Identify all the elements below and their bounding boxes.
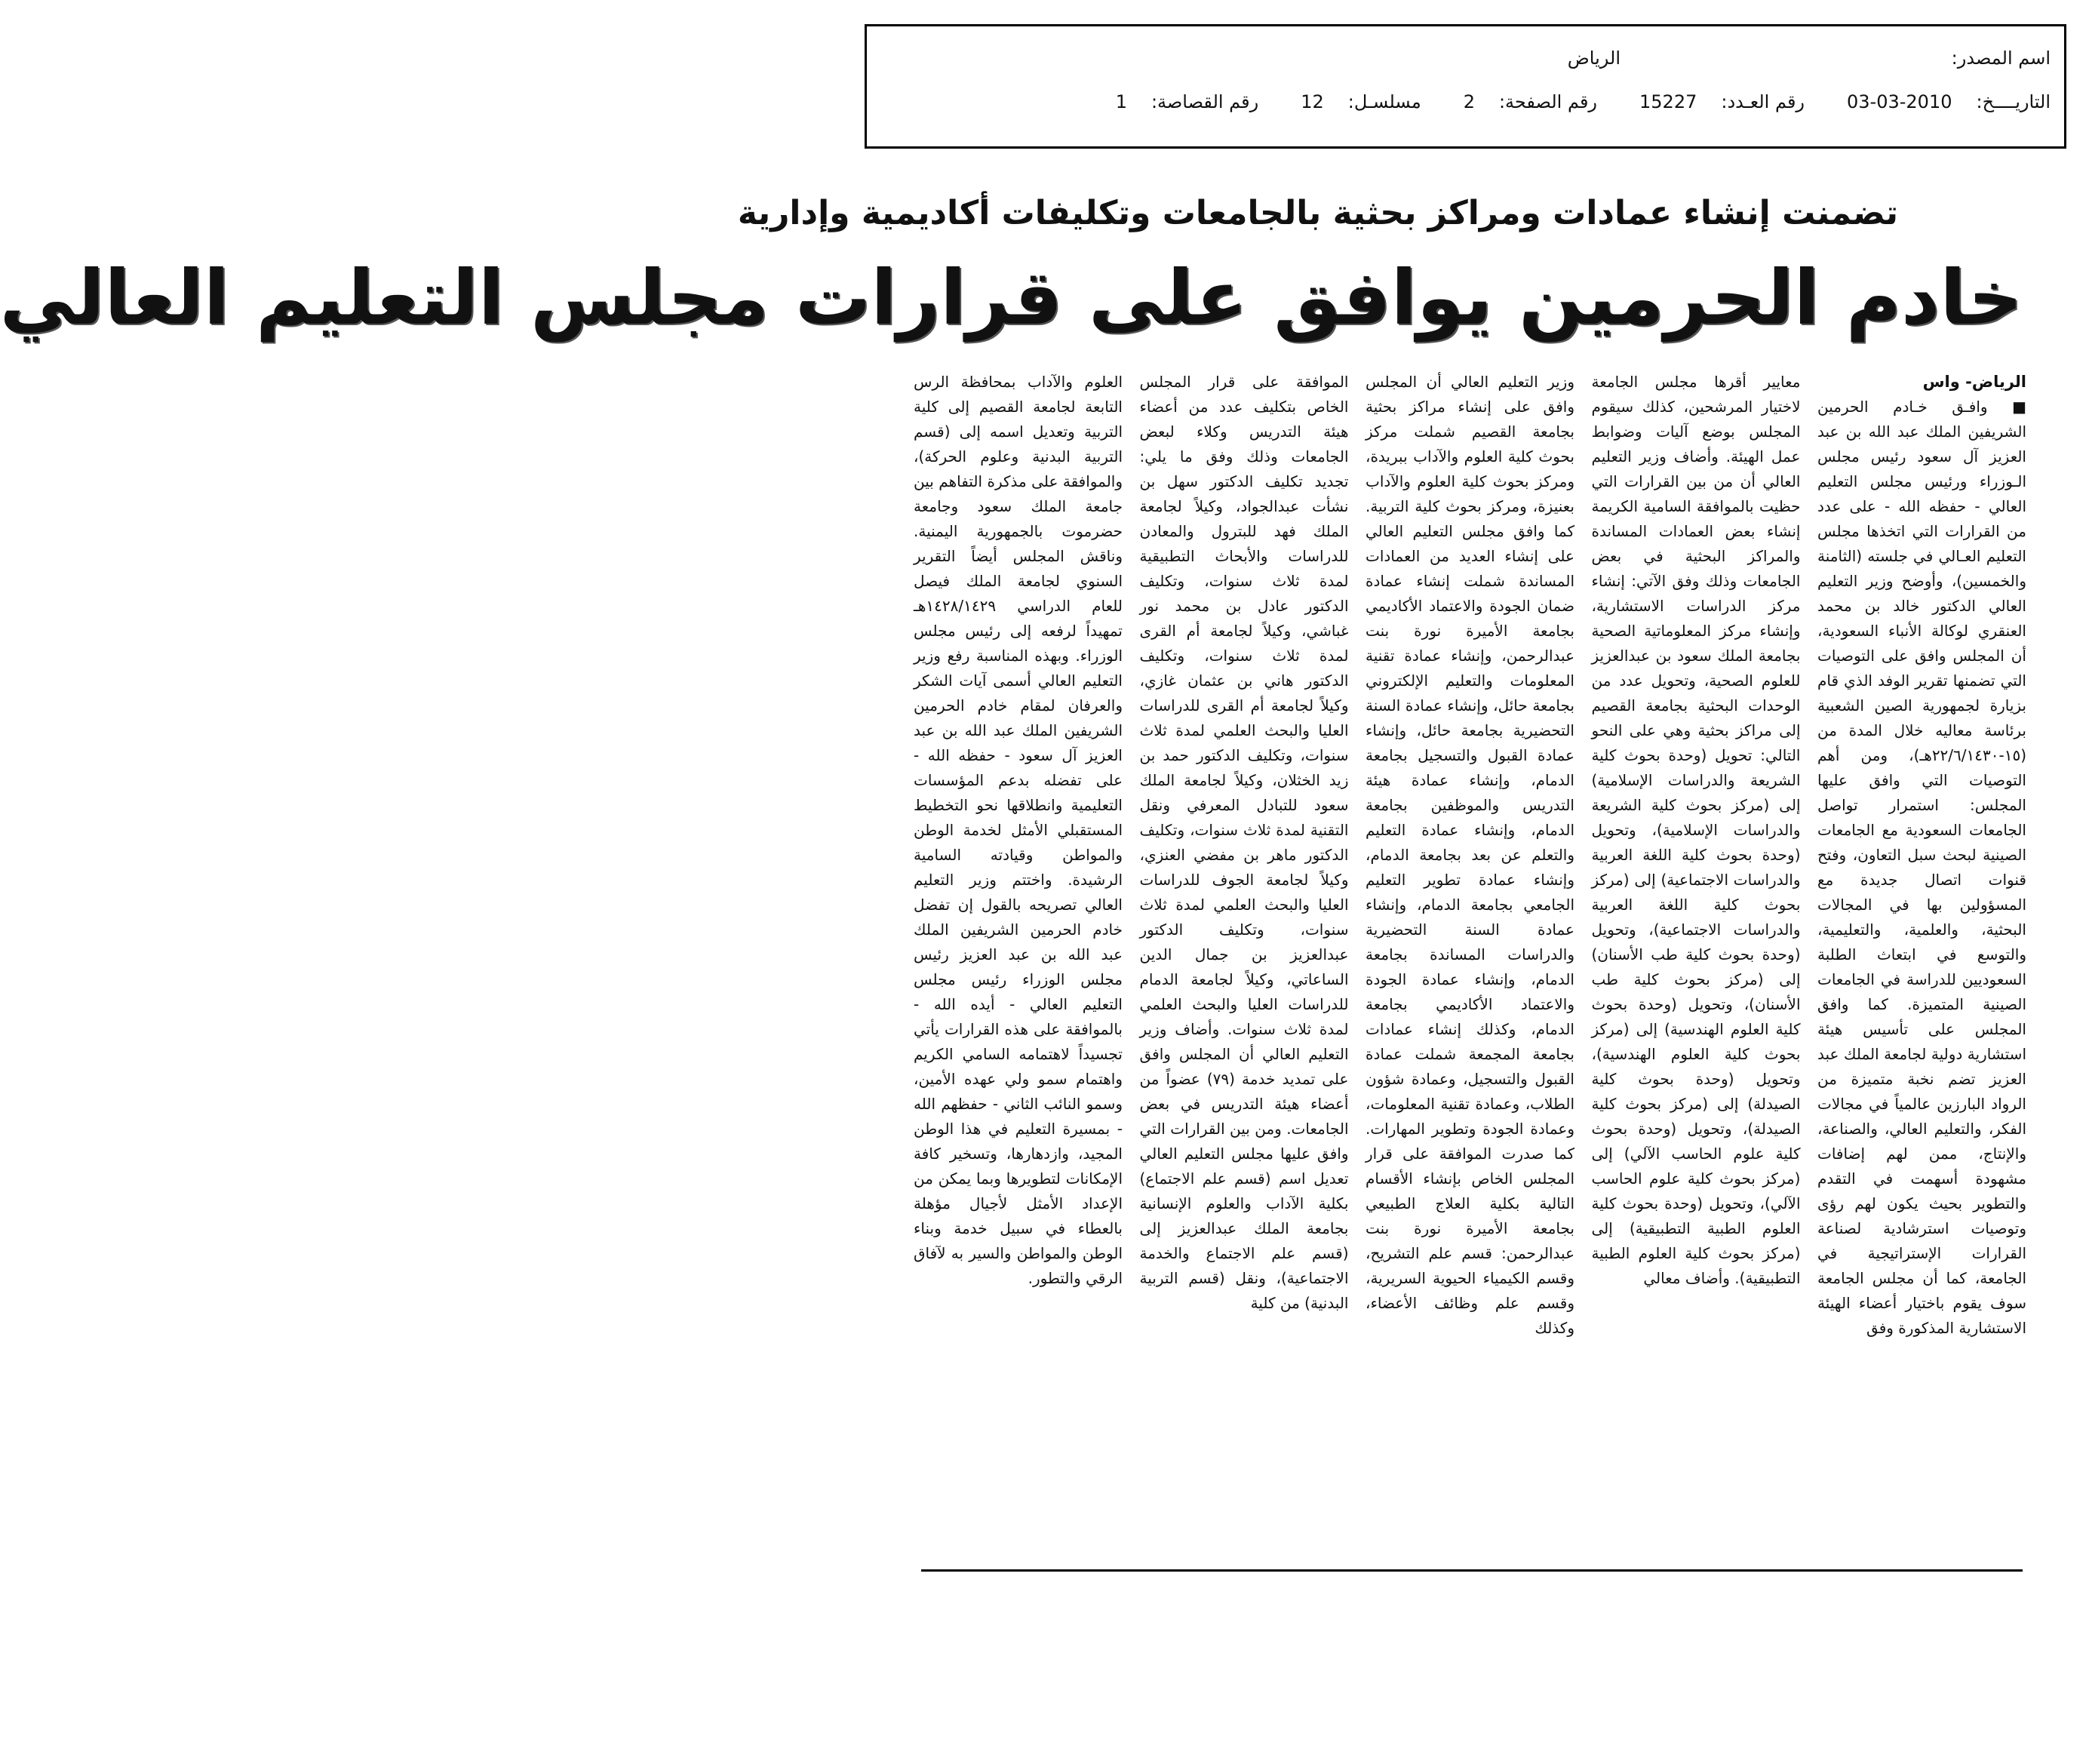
column-text: العلوم والآداب بمحافظة الرس التابعة لجامعة القصيم إلى كلية التربية وتعديل اسمه إلى (قسم التربية البدنية وعلوم الحركة)، والموافقة على مذكرة التفاهم بين جامعة الملك سعود وجامعة حضرموت بالجمهورية اليمنية. وناقش المجلس أيضاً التقرير السنوي لجامعة الملك فيصل للعام الدراسي ١٤٢٨/١٤٢٩هـ تمهيداً لرفعه إلى رئيس مجلس الوزراء. وبهذه المناسبة رفع وزير التعليم العالي أسمى آيات الشكر والعرفان لمقام خادم الحرمين الشريفين الملك عبد الله بن عبد العزيز آل سعود - حفظه الله - على تفضله بدعم المؤسسات التعليمية وانطلاقها نحو التخطيط المستقبلي الأمثل لخدمة الوطن والمواطن وقيادته السامية الرشيدة. واختتم وزير التعليم العالي تصريحه بالقول إن تفضل خادم الحرمين الشريفين الملك عبد الله بن عبد العزيز رئيس مجلس الوزراء رئيس مجلس التعليم العالي - أيده الله - بالموافقة على هذه القرارات يأتي تجسيداً لاهتمامه السامي الكريم واهتمام سمو ولي عهده الأمين، وسمو النائب الثاني - حفظهم الله - بمسيرة التعليم في هذا الوطن المجيد، وازدهارها، وتسخير كافة الإمكانات لتطويرها وبما يمكن من الإعداد الأمثل لأجيال مؤهلة بالعطاء في سبيل خدمة وبناء الوطن والمواطن والسير به لآفاق الرقي والتطور. xyxy=(914,373,1123,1287)
metadata-row xyxy=(880,91,2051,112)
clip-field xyxy=(1116,91,1259,112)
date-field xyxy=(1847,91,2051,112)
column-text: ■ وافـق خـادم الحرمين الشريفين الملك عبد الله بن عبد العزيز آل سعود رئيس مجلس الـوزراء ورئيس مجلس التعليم العالي - حفظه الله - على عدد من القرارات التي اتخذها مجلس التعليم العـالي في جلسته (الثامنة والخمسين)، وأوضح وزير التعليم العالي الدكتور خالد بن محمد العنقري لوكالة الأنباء السعودية، أن المجلس وافق على التوصيات التي تضمنها تقرير الوفد الذي قام بزيارة لجمهورية الصين الشعبية برئاسة معاليه خلال المدة من (١٥-٢٢/٦/١٤٣٠هـ)، ومن أهم التوصيات التي وافق عليها المجلس: استمرار تواصل الجامعات السعودية مع الجامعات الصينية لبحث سبل التعاون، وفتح قنوات اتصال جديدة مع المسؤولين بها في المجالات البحثية، والعلمية، والتعليمية، والتوسع في ابتعاث الطلبة السعوديين للدراسة في الجامعات الصينية المتميزة. كما وافق المجلس على تأسيس هيئة استشارية دولية لجامعة الملك عبد العزيز تضم نخبة متميزة من الرواد البارزين عالمياً في مجالات الفكر، والتعليم العالي، والصناعة، والإنتاج، ممن لهم إضافات مشهودة أسهمت في التقدم والتطوير بحيث يكون لهم رؤى وتوصيات استرشادية لصناعة القرارات الإستراتيجية في الجامعة، كما أن مجلس الجامعة سوف يقوم باختيار أعضاء الهيئة الاستشارية المذكورة وفق xyxy=(1817,398,2026,1337)
article-column xyxy=(914,370,1123,1558)
column-text: معايير أقرها مجلس الجامعة لاختيار المرشحين، كذلك سيقوم المجلس بوضع آليات وضوابط عمل الهيئة. وأضاف وزير التعليم العالي أن من بين القرارات التي حظيت بالموافقة السامية الكريمة إنشاء بعض العمادات المساندة والمراكز البحثية في بعض الجامعات وذلك وفق الآتي: إنشاء مركز الدراسات الاستشارية، وإنشاء مركز المعلوماتية الصحية بجامعة الملك سعود بن عبدالعزيز للعلوم الصحية، وتحويل عدد من الوحدات البحثية بجامعة القصيم إلى مراكز بحثية وهي على النحو التالي: تحويل (وحدة بحوث كلية الشريعة والدراسات الإسلامية) إلى (مركز بحوث كلية الشريعة والدراسات الإسلامية)، وتحويل (وحدة بحوث كلية اللغة العربية والدراسات الاجتماعية) إلى (مركز بحوث كلية اللغة العربية والدراسات الاجتماعية)، وتحويل (وحدة بحوث كلية طب الأسنان) إلى (مركز بحوث كلية طب الأسنان)، وتحويل (وحدة بحوث كلية العلوم الهندسية) إلى (مركز بحوث كلية العلوم الهندسية)، وتحويل (وحدة بحوث كلية الصيدلة) إلى (مركز بحوث كلية الصيدلة)، وتحويل (وحدة بحوث كلية علوم الحاسب الآلي) إلى (مركز بحوث كلية علوم الحاسب الآلي)، وتحويل (وحدة بحوث كلية العلوم الطبية التطبيقية) إلى (مركز بحوث كلية العلوم الطبية التطبيقية). وأضاف معالي xyxy=(1591,373,1801,1287)
bottom-divider xyxy=(921,1569,2023,1572)
article-column xyxy=(1366,370,1574,1558)
article-column xyxy=(1140,370,1349,1558)
serial-value: 12 xyxy=(1301,91,1324,112)
column-text: الموافقة على قرار المجلس الخاص بتكليف عدد من أعضاء هيئة التدريس وكلاء لبعض الجامعات وذلك وفق ما يلي: تجديد تكليف الدكتور سهل بن نشأت عبدالجواد، وكيلاً لجامعة الملك فهد للبترول والمعادن للدراسات والأبحاث التطبيقية لمدة ثلاث سنوات، وتكليف الدكتور عادل بن محمد نور غباشي، وكيلاً لجامعة أم القرى لمدة ثلاث سنوات، وتكليف الدكتور هاني بن عثمان غازي، وكيلاً لجامعة أم القرى للدراسات العليا والبحث العلمي لمدة ثلاث سنوات، وتكليف الدكتور حمد بن زيد الخثلان، وكيلاً لجامعة الملك سعود للتبادل المعرفي ونقل التقنية لمدة ثلاث سنوات، وتكليف الدكتور ماهر بن مفضي العنزي، وكيلاً لجامعة الجوف للدراسات العليا والبحث العلمي لمدة ثلاث سنوات، وتكليف الدكتور عبدالعزيز بن جمال الدين الساعاتي، وكيلاً لجامعة الدمام للدراسات العليا والبحث العلمي لمدة ثلاث سنوات. وأضاف وزير التعليم العالي أن المجلس وافق على تمديد خدمة (٧٩) عضواً من أعضاء هيئة التدريس في بعض الجامعات. ومن بين القرارات التي وافق عليها مجلس التعليم العالي تعديل اسم (قسم علم الاجتماع) بكلية الآداب والعلوم الإنسانية بجامعة الملك عبدالعزيز إلى (قسم علم الاجتماع والخدمة الاجتماعية)، ونقل (قسم التربية البدنية) من كلية xyxy=(1139,373,1349,1312)
article-subtitle: تضمنت إنشاء عمادات ومراكز بحثية بالجامعات وتكليفات أكاديمية وإدارية xyxy=(737,194,1898,232)
source-label: اسم المصدر: xyxy=(1951,48,2051,69)
issue-label: رقم العـدد: xyxy=(1721,91,1805,112)
article-body xyxy=(914,370,2026,1558)
dateline: الرياض- واس xyxy=(1922,373,2026,391)
column-text: وزير التعليم العالي أن المجلس وافق على إنشاء مراكز بحثية بجامعة القصيم شملت مركز بحوث كلية العلوم والآداب ببريدة، ومركز بحوث كلية العلوم والآداب بعنيزة، ومركز بحوث كلية التربية. كما وافق مجلس التعليم العالي على إنشاء العديد من العمادات المساندة شملت إنشاء عمادة ضمان الجودة والاعتماد الأكاديمي بجامعة الأميرة نورة بنت عبدالرحمن، وإنشاء عمادة تقنية المعلومات والتعليم الإلكتروني بجامعة حائل، وإنشاء عمادة السنة التحضيرية بجامعة حائل، وإنشاء عمادة القبول والتسجيل بجامعة الدمام، وإنشاء عمادة هيئة التدريس والموظفين بجامعة الدمام، وإنشاء عمادة التعليم والتعلم عن بعد بجامعة الدمام، وإنشاء عمادة تطوير التعليم الجامعي بجامعة الدمام، وإنشاء عمادة السنة التحضيرية والدراسات المساندة بجامعة الدمام، وإنشاء عمادة الجودة والاعتماد الأكاديمي بجامعة الدمام، وكذلك إنشاء عمادات بجامعة المجمعة شملت عمادة القبول والتسجيل، وعمادة شؤون الطلاب، وعمادة تقنية المعلومات، وعمادة الجودة وتطوير المهارات. كما صدرت الموافقة على قرار المجلس الخاص بإنشاء الأقسام التالية بكلية العلاج الطبيعي بجامعة الأميرة نورة بنت عبدالرحمن: قسم علم التشريح، وقسم الكيمياء الحيوية السريرية، وقسم علم وظائف الأعضاء، وكذلك xyxy=(1366,373,1574,1337)
page-value: 2 xyxy=(1463,91,1475,112)
serial-label: مسلسـل: xyxy=(1347,91,1421,112)
article-column xyxy=(1817,370,2026,1558)
source-row xyxy=(880,48,2051,69)
clip-label: رقم القصاصة: xyxy=(1150,91,1259,112)
source-value: الرياض xyxy=(1567,48,1621,69)
issue-value: 15227 xyxy=(1639,91,1697,112)
issue-field xyxy=(1639,91,1805,112)
clipping-header xyxy=(865,24,2066,149)
clip-value: 1 xyxy=(1115,91,1127,112)
date-label: التاريــــخ: xyxy=(1976,91,2051,112)
date-value: 03-03-2010 xyxy=(1847,91,1952,112)
article-column xyxy=(1592,370,1801,1558)
page-label: رقم الصفحة: xyxy=(1498,91,1598,112)
serial-field xyxy=(1301,91,1421,112)
page-field xyxy=(1464,91,1597,112)
article-title: خادم الحرمين يوافق على قرارات مجلس التعليم العالي xyxy=(0,254,2023,342)
